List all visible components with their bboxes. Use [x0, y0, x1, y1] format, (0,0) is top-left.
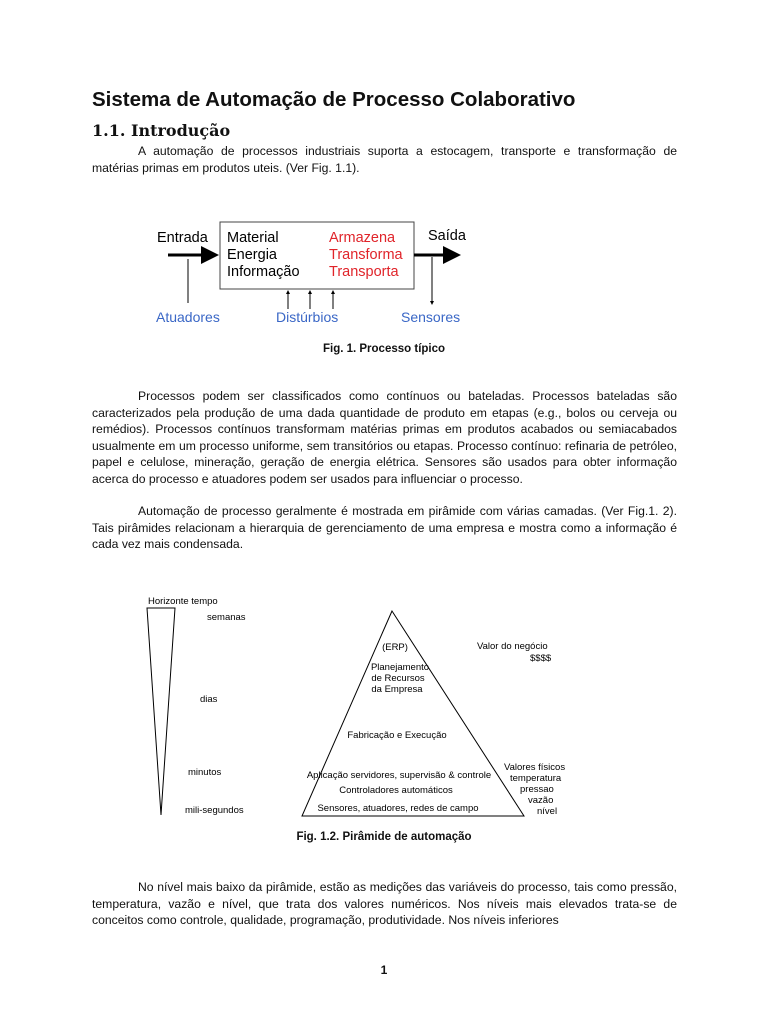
fig2-physical-value-2: temperatura	[510, 773, 562, 784]
fig2-physical-value-3: pressao	[520, 784, 554, 795]
figure-process-diagram	[140, 215, 480, 330]
fig2-physical-value-5: nível	[537, 806, 558, 817]
fig2-business-value-1: Valor do negócio	[477, 641, 548, 652]
page-number: 1	[380, 963, 388, 977]
fig2-physical-value-4: vazão	[528, 795, 554, 806]
fig2-time-label-4: mili-segundos	[185, 805, 244, 816]
fig2-level-erp: (ERP)	[382, 642, 408, 653]
fig1-input-label: Entrada	[157, 230, 208, 246]
fig2-level-planning-1: Planejamento	[370, 662, 430, 673]
fig1-box-left-1: Material	[227, 230, 279, 246]
fig1-actuators-label: Atuadores	[156, 309, 220, 325]
fig1-box-left-3: Informação	[227, 264, 300, 280]
fig1-box-right-3: Transporta	[329, 264, 399, 280]
fig2-caption: Fig. 1.2. Pirâmide de automação	[296, 831, 472, 843]
paragraph-intro-text: A automação de processos industriais suporta a estocagem, transporte e transformação de matérias primas em produtos uteis. (Ver Fig. 1.1).	[92, 144, 677, 175]
section-heading: 1.1. Introdução	[92, 121, 231, 140]
fig1-box-right-2: Transforma	[329, 247, 403, 263]
fig2-level-planning-2: de Recursos	[371, 673, 425, 684]
fig2-physical-value-1: Valores físicos	[504, 762, 566, 773]
fig2-time-label-2: dias	[200, 694, 218, 705]
paragraph-pyramid	[92, 503, 677, 553]
fig2-time-funnel	[147, 608, 175, 815]
fig1-box-right-1: Armazena	[329, 230, 396, 246]
fig2-level-field: Sensores, atuadores, redes de campo	[317, 803, 479, 814]
fig1-disturbances-label: Distúrbios	[276, 309, 339, 325]
fig1-sensors-label: Sensores	[401, 309, 461, 325]
fig2-time-label-3: minutos	[188, 767, 222, 778]
paragraph-intro	[92, 143, 677, 176]
paragraph-pyramid-text: Automação de processo geralmente é mostrada em pirâmide com várias camadas. (Ver Fig.1. 2). Tais pirâmides relacionam a hierarquia de gerenciamento de uma empresa e mostra como a informação é cada vez mais condensada.	[92, 504, 677, 551]
fig1-output-label: Saída	[428, 228, 466, 244]
fig2-time-label-1: semanas	[207, 612, 246, 623]
fig2-level-supervision: Aplicação servidores, supervisão & controle	[306, 770, 492, 781]
fig2-horizon-title: Horizonte tempo	[148, 596, 218, 607]
page-title: Sistema de Automação de Processo Colaborativo	[92, 88, 576, 111]
figure-automation-pyramid	[140, 590, 580, 820]
fig2-level-controllers: Controladores automáticos	[339, 785, 453, 796]
fig2-level-planning-3: da Empresa	[371, 684, 423, 695]
paragraph-process-types	[92, 388, 677, 487]
paragraph-lowest-level-text: No nível mais baixo da pirâmide, estão as medições das variáveis do processo, tais como pressão, temperatura, vazão e nível, que trata dos valores numéricos. Nos níveis mais elevados trata-se de conceitos como controle, qualidade, programação, produtividade. Nos níveis inferiores	[92, 880, 677, 927]
fig2-business-value-2: $$$$	[530, 653, 552, 664]
fig1-box-left-2: Energia	[227, 247, 277, 263]
fig1-caption: Fig. 1. Processo típico	[322, 343, 446, 355]
paragraph-process-types-text: Processos podem ser classificados como contínuos ou bateladas. Processos bateladas são caracterizados pela produção de uma dada quantidade de produto em etapas (e.g., bolos ou cerveja ou remédios). Processos contínuos transformam matérias primas em produtos acabados ou semiacabados usualmente em um processo uniforme, sem transitórios ou etapas. Processo contínuo: refinaria de petróleo, papel e celulose, mineração, geração de energia elétrica. Sensores são usados para obter informação acerca do processo e atuadores podem ser usados para influenciar o processo.	[92, 389, 677, 486]
fig2-level-manufacturing: Fabricação e Execução	[347, 730, 447, 741]
paragraph-lowest-level	[92, 879, 677, 929]
